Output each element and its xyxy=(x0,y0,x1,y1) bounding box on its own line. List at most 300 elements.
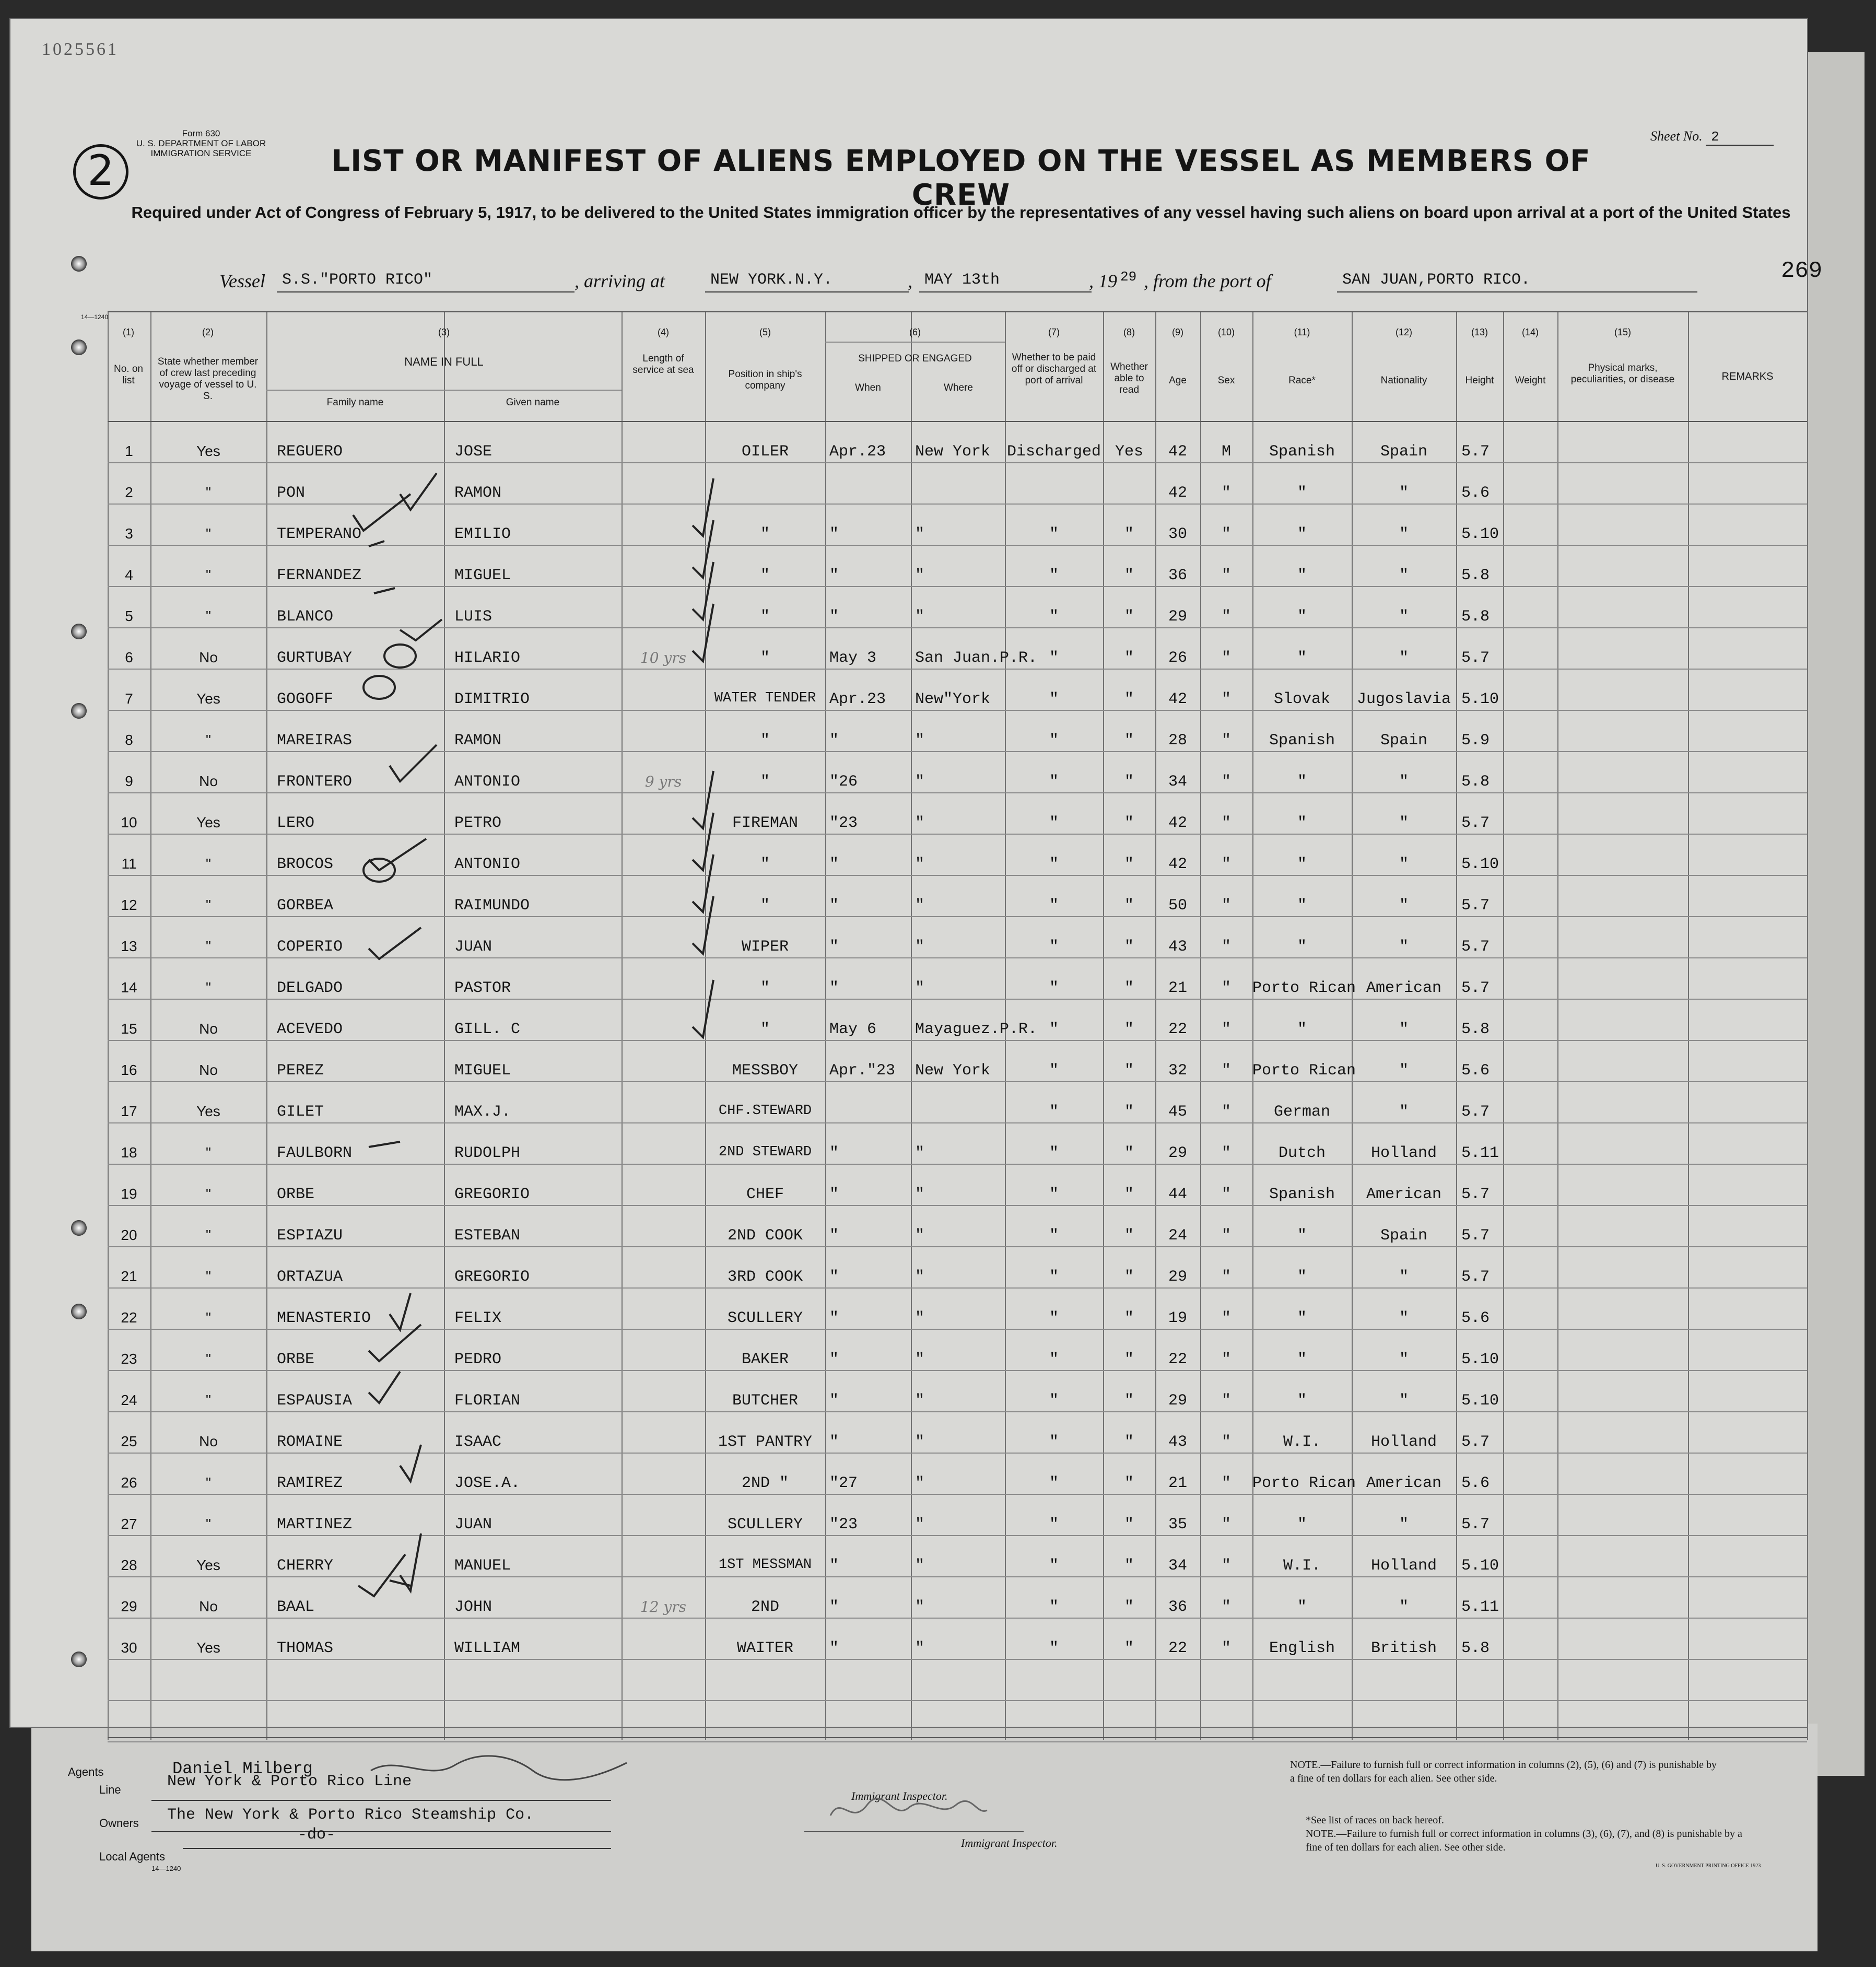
cell-position: " xyxy=(760,773,770,791)
cell-age: 26 xyxy=(1168,649,1187,667)
cell-family: RAMIREZ xyxy=(277,1474,343,1492)
cell-race: English xyxy=(1269,1640,1335,1657)
col-num: (15) xyxy=(1614,327,1631,337)
cell-no: 25 xyxy=(121,1433,137,1449)
cell-given: ESTEBAN xyxy=(454,1227,521,1245)
cell-age: 22 xyxy=(1168,1640,1187,1657)
cell-given: JOHN xyxy=(454,1598,493,1616)
cell-paid: " xyxy=(1049,1474,1059,1492)
cell-state: " xyxy=(206,856,211,872)
cell-given: HILARIO xyxy=(454,649,521,667)
header-when: When xyxy=(855,382,881,393)
cell-paid: " xyxy=(1049,732,1059,750)
cell-sex: " xyxy=(1221,897,1231,915)
cell-age: 24 xyxy=(1168,1227,1187,1245)
under-agents-label: Agents xyxy=(68,1765,104,1778)
line-label: Line xyxy=(99,1783,121,1796)
cell-position: 2ND COOK xyxy=(727,1227,803,1245)
check-mark xyxy=(400,1445,421,1481)
cell-position: " xyxy=(760,525,770,543)
cell-position: FIREMAN xyxy=(732,814,799,832)
cell-nationality: " xyxy=(1399,608,1409,626)
cell-state: " xyxy=(206,608,211,624)
cell-where: " xyxy=(915,567,925,584)
cell-race: W.I. xyxy=(1283,1433,1321,1451)
failure-note: NOTE.—Failure to furnish full or correct information in columns (3), (6), (7), and (8) is punishable by a fine of ten dollars for each alien. See other side. xyxy=(1306,1828,1742,1853)
cell-no: 6 xyxy=(125,649,133,665)
cell-given: PETRO xyxy=(454,814,502,832)
cell-given: PASTOR xyxy=(454,979,511,997)
header-shipped: SHIPPED OR ENGAGED xyxy=(858,353,972,364)
check-mark xyxy=(374,588,395,593)
cell-read: " xyxy=(1124,690,1134,708)
cell-no: 10 xyxy=(121,814,137,830)
cell-given: RUDOLPH xyxy=(454,1144,521,1162)
cell-where: " xyxy=(915,938,925,956)
header-nationality: Nationality xyxy=(1380,375,1427,386)
cell-height: 5.7 xyxy=(1461,814,1490,832)
cell-age: 29 xyxy=(1168,1144,1187,1162)
cell-read: " xyxy=(1124,608,1134,626)
cell-position: " xyxy=(760,732,770,750)
cell-where: " xyxy=(915,897,925,915)
cell-sex: " xyxy=(1221,608,1231,626)
check-mark xyxy=(693,478,713,536)
cell-paid: " xyxy=(1049,1062,1059,1080)
cell-sex: " xyxy=(1221,484,1231,502)
cell-when: Apr.23 xyxy=(829,690,886,708)
from-port: SAN JUAN,PORTO RICO. xyxy=(1337,268,1697,292)
cell-given: LUIS xyxy=(454,608,493,626)
cell-no: 20 xyxy=(121,1227,137,1243)
cell-height: 5.10 xyxy=(1461,1557,1499,1575)
check-mark xyxy=(369,839,426,870)
cell-read: " xyxy=(1124,1062,1134,1080)
cell-race: " xyxy=(1297,1227,1307,1245)
page-title: LIST OR MANIFEST OF ALIENS EMPLOYED ON THE VESSEL AS MEMBERS OF CREW xyxy=(331,144,1591,212)
cell-height: 5.8 xyxy=(1461,608,1490,626)
cell-no: 26 xyxy=(121,1474,137,1491)
cell-family: LERO xyxy=(277,814,315,832)
cell-age: 21 xyxy=(1168,1474,1187,1492)
cell-position: " xyxy=(760,897,770,915)
header-marks: Physical marks, peculiarities, or disease xyxy=(1570,362,1675,385)
cell-given: RAMON xyxy=(454,484,502,502)
cell-race: Slovak xyxy=(1273,690,1331,708)
check-mark xyxy=(369,928,421,959)
cell-family: FAULBORN xyxy=(277,1144,353,1162)
cell-length: 10 yrs xyxy=(640,649,687,666)
cell-height: 5.8 xyxy=(1461,1640,1490,1657)
cell-age: 34 xyxy=(1168,773,1187,791)
cell-race: " xyxy=(1297,856,1307,873)
cell-nationality: Holland xyxy=(1370,1144,1437,1162)
cell-state: No xyxy=(199,773,218,789)
cell-position: BUTCHER xyxy=(732,1392,799,1410)
cell-when: " xyxy=(829,897,839,915)
cell-family: GILET xyxy=(277,1103,324,1121)
cell-family: PON xyxy=(277,484,306,502)
page-number: 269 xyxy=(1781,258,1823,284)
cell-no: 4 xyxy=(125,567,133,583)
cell-given: RAIMUNDO xyxy=(454,897,530,915)
cell-state: Yes xyxy=(196,1103,220,1119)
cell-race: " xyxy=(1297,1392,1307,1410)
cell-no: 5 xyxy=(125,608,133,624)
cell-no: 29 xyxy=(121,1598,137,1614)
cell-age: 36 xyxy=(1168,567,1187,584)
cell-no: 17 xyxy=(121,1103,137,1119)
header-position: Position in ship's company xyxy=(728,369,802,391)
cell-age: 44 xyxy=(1168,1186,1187,1203)
cell-sex: " xyxy=(1221,1021,1231,1038)
cell-sex: " xyxy=(1221,1062,1231,1080)
cell-nationality: American xyxy=(1366,979,1442,997)
under-sheet-edge xyxy=(1807,52,1865,1776)
cell-height: 5.6 xyxy=(1461,1309,1490,1327)
binding-hole xyxy=(71,703,87,719)
header-given: Given name xyxy=(506,397,560,408)
check-mark xyxy=(400,1533,421,1591)
col-num: (11) xyxy=(1294,327,1310,337)
cell-given: MIGUEL xyxy=(454,1062,511,1080)
cell-no: 9 xyxy=(125,773,133,789)
cell-read: " xyxy=(1124,1103,1134,1121)
cell-age: 21 xyxy=(1168,979,1187,997)
cell-given: EMILIO xyxy=(454,525,511,543)
binding-hole xyxy=(71,624,87,639)
cell-paid: " xyxy=(1049,1268,1059,1286)
cell-height: 5.8 xyxy=(1461,567,1490,584)
cell-no: 14 xyxy=(121,979,137,996)
check-mark xyxy=(390,1293,411,1330)
cell-where: San Juan.P.R. xyxy=(915,649,1038,667)
local-agents-label: Local Agents xyxy=(99,1850,165,1863)
cell-height: 5.7 xyxy=(1461,1268,1490,1286)
cell-age: 35 xyxy=(1168,1516,1187,1533)
cell-no: 18 xyxy=(121,1144,137,1161)
cell-paid: " xyxy=(1049,1640,1059,1657)
cell-family: MAREIRAS xyxy=(277,732,353,750)
cell-paid: " xyxy=(1049,1392,1059,1410)
cell-age: 29 xyxy=(1168,1392,1187,1410)
cell-sex: " xyxy=(1221,773,1231,791)
cell-family: FERNANDEZ xyxy=(277,567,362,584)
check-mark xyxy=(390,745,437,781)
cell-nationality: " xyxy=(1399,1598,1409,1616)
cell-position: 2ND STEWARD xyxy=(718,1144,812,1160)
cell-where: Mayaguez.P.R. xyxy=(915,1021,1038,1038)
vessel-label: Vessel xyxy=(219,271,265,291)
cell-nationality: Spain xyxy=(1380,732,1427,750)
line-value: New York & Porto Rico Line xyxy=(167,1773,412,1790)
footer-small-code: 14—1240 xyxy=(151,1865,181,1872)
cell-nationality: " xyxy=(1399,1268,1409,1286)
sheet-number-value: 2 xyxy=(1706,129,1774,146)
vessel-line: Vessel S.S."PORTO RICO" , arriving at NEW YORK.N.Y. , MAY 13th , 19 29 , from the port of SAN JUAN,PORTO RICO. xyxy=(219,268,1703,295)
cell-paid: " xyxy=(1049,938,1059,956)
header-height: Height xyxy=(1465,375,1494,386)
cell-when: " xyxy=(829,1598,839,1616)
cell-read: " xyxy=(1124,567,1134,584)
cell-position: 1ST MESSMAN xyxy=(718,1557,812,1573)
cell-nationality: " xyxy=(1399,773,1409,791)
cell-sex: " xyxy=(1221,567,1231,584)
cell-given: PEDRO xyxy=(454,1351,502,1368)
cell-paid: " xyxy=(1049,1557,1059,1575)
cell-height: 5.8 xyxy=(1461,1021,1490,1038)
cell-nationality: " xyxy=(1399,1103,1409,1121)
cell-where: " xyxy=(915,1351,925,1368)
cell-when: " xyxy=(829,1433,839,1451)
cell-age: 42 xyxy=(1168,856,1187,873)
owners-do: -do- xyxy=(298,1826,336,1844)
cell-height: 5.7 xyxy=(1461,1103,1490,1121)
department: U. S. DEPARTMENT OF LABOR xyxy=(136,138,266,148)
cell-race: " xyxy=(1297,1351,1307,1368)
cell-nationality: Holland xyxy=(1370,1433,1437,1451)
cell-read: " xyxy=(1124,1392,1134,1410)
cell-sex: " xyxy=(1221,1433,1231,1451)
cell-nationality: " xyxy=(1399,1351,1409,1368)
cell-read: " xyxy=(1124,979,1134,997)
cell-race: " xyxy=(1297,814,1307,832)
cell-height: 5.8 xyxy=(1461,773,1490,791)
cell-state: " xyxy=(206,1474,211,1491)
cell-height: 5.10 xyxy=(1461,525,1499,543)
row-rule xyxy=(108,1741,1807,1742)
cell-when: " xyxy=(829,1640,839,1657)
check-mark xyxy=(390,1580,411,1586)
cell-nationality: " xyxy=(1399,1392,1409,1410)
cell-no: 27 xyxy=(121,1516,137,1532)
circle-mark xyxy=(364,676,395,699)
cell-where: " xyxy=(915,1227,925,1245)
cell-state: " xyxy=(206,567,211,583)
cell-sex: M xyxy=(1221,443,1231,461)
cell-height: 5.7 xyxy=(1461,1227,1490,1245)
cell-race: " xyxy=(1297,1598,1307,1616)
cell-family: FRONTERO xyxy=(277,773,353,791)
header-read: Whether able to read xyxy=(1110,361,1148,395)
cell-read: " xyxy=(1124,814,1134,832)
cell-age: 34 xyxy=(1168,1557,1187,1575)
cell-paid: " xyxy=(1049,525,1059,543)
cell-paid: " xyxy=(1049,897,1059,915)
cell-state: " xyxy=(206,1227,211,1243)
handwritten-checkmarks xyxy=(108,311,787,1722)
cell-read: " xyxy=(1124,1186,1134,1203)
cell-no: 23 xyxy=(121,1351,137,1367)
col-num: (2) xyxy=(202,327,214,337)
cell-height: 5.10 xyxy=(1461,1392,1499,1410)
cell-when: Apr.23 xyxy=(829,443,886,461)
cell-given: FELIX xyxy=(454,1309,502,1327)
cell-read: " xyxy=(1124,1227,1134,1245)
check-mark xyxy=(358,1554,405,1596)
cell-position: " xyxy=(760,856,770,873)
column-rule xyxy=(1807,311,1808,1740)
cell-nationality: Spain xyxy=(1380,1227,1427,1245)
cell-read: " xyxy=(1124,773,1134,791)
cell-state: " xyxy=(206,525,211,542)
cell-no: 21 xyxy=(121,1268,137,1284)
cell-sex: " xyxy=(1221,525,1231,543)
cell-no: 8 xyxy=(125,732,133,748)
cell-state: " xyxy=(206,1351,211,1367)
cell-height: 5.7 xyxy=(1461,897,1490,915)
cell-where: " xyxy=(915,1392,925,1410)
vessel-name: S.S."PORTO RICO" xyxy=(277,268,574,292)
cell-given: MAX.J. xyxy=(454,1103,511,1121)
cell-when: May 6 xyxy=(829,1021,877,1038)
cell-when: "26 xyxy=(829,773,858,791)
sheet-number xyxy=(1650,128,1774,146)
cell-nationality: " xyxy=(1399,814,1409,832)
cell-nationality: " xyxy=(1399,938,1409,956)
cell-where: New"York xyxy=(915,690,991,708)
cell-read: " xyxy=(1124,1268,1134,1286)
cell-age: 36 xyxy=(1168,1598,1187,1616)
cell-where: " xyxy=(915,1144,925,1162)
cell-when: May 3 xyxy=(829,649,877,667)
cell-height: 5.7 xyxy=(1461,1433,1490,1451)
sheet-number-label: Sheet No. xyxy=(1650,128,1703,144)
cell-height: 5.10 xyxy=(1461,690,1499,708)
cell-state: No xyxy=(199,649,218,665)
cell-position: " xyxy=(760,979,770,997)
cell-race: Spanish xyxy=(1269,732,1335,750)
cell-given: RAMON xyxy=(454,732,502,750)
cell-sex: " xyxy=(1221,690,1231,708)
cell-state: " xyxy=(206,1392,211,1408)
cell-given: FLORIAN xyxy=(454,1392,521,1410)
cell-sex: " xyxy=(1221,1227,1231,1245)
cell-state: Yes xyxy=(196,814,220,830)
cell-nationality: " xyxy=(1399,567,1409,584)
cell-read: " xyxy=(1124,732,1134,750)
cell-race: Porto Rican xyxy=(1252,1062,1356,1080)
cell-nationality: Holland xyxy=(1370,1557,1437,1575)
binding-hole xyxy=(71,339,87,355)
cell-read: " xyxy=(1124,1598,1134,1616)
cell-no: 12 xyxy=(121,897,137,913)
cell-where: " xyxy=(915,732,925,750)
cell-sex: " xyxy=(1221,649,1231,667)
year: 29 xyxy=(1120,269,1137,285)
cell-where: " xyxy=(915,1268,925,1286)
cell-when: " xyxy=(829,979,839,997)
cell-paid: " xyxy=(1049,1433,1059,1451)
inspector-signature xyxy=(820,1789,998,1831)
footer xyxy=(99,1758,1771,1967)
cell-sex: " xyxy=(1221,1351,1231,1368)
cell-given: JOSE.A. xyxy=(454,1474,521,1492)
cell-race: Porto Rican xyxy=(1252,979,1356,997)
cell-sex: " xyxy=(1221,1144,1231,1162)
cell-when: " xyxy=(829,1309,839,1327)
cell-age: 42 xyxy=(1168,484,1187,502)
cell-paid: " xyxy=(1049,1021,1059,1038)
circle-mark xyxy=(384,645,416,668)
col-num: (14) xyxy=(1521,327,1539,337)
arriving-label: , arriving at xyxy=(574,271,665,291)
cell-family: CHERRY xyxy=(277,1557,334,1575)
cell-age: 29 xyxy=(1168,1268,1187,1286)
cell-state: No xyxy=(199,1433,218,1449)
race-note: *See list of races on back hereof. xyxy=(1306,1814,1444,1826)
cell-position: " xyxy=(760,649,770,667)
cell-paid: " xyxy=(1049,1186,1059,1203)
binding-hole xyxy=(71,1652,87,1667)
cell-race: " xyxy=(1297,484,1307,502)
cell-no: 30 xyxy=(121,1640,137,1656)
cell-read: Yes xyxy=(1115,443,1143,461)
year-prefix: , 19 xyxy=(1089,271,1117,291)
cell-family: ROMAINE xyxy=(277,1433,343,1451)
cell-nationality: American xyxy=(1366,1186,1442,1203)
cell-sex: " xyxy=(1221,1103,1231,1121)
cell-family: ORBE xyxy=(277,1186,315,1203)
cell-height: 5.9 xyxy=(1461,732,1490,750)
cell-race: " xyxy=(1297,525,1307,543)
cell-state: " xyxy=(206,897,211,913)
cell-given: WILLIAM xyxy=(454,1640,521,1657)
cell-race: " xyxy=(1297,567,1307,584)
cell-given: ISAAC xyxy=(454,1433,502,1451)
cell-state: " xyxy=(206,979,211,996)
cell-age: 45 xyxy=(1168,1103,1187,1121)
header-sex: Sex xyxy=(1217,375,1235,386)
header-age: Age xyxy=(1169,375,1187,386)
cell-family: BAAL xyxy=(277,1598,315,1616)
cell-paid: " xyxy=(1049,979,1059,997)
cell-no: 28 xyxy=(121,1557,137,1573)
cell-where: " xyxy=(915,1474,925,1492)
cell-nationality: " xyxy=(1399,1309,1409,1327)
col-num: (10) xyxy=(1217,327,1235,337)
cell-paid: " xyxy=(1049,773,1059,791)
cell-where: " xyxy=(915,814,925,832)
owners-label: Owners xyxy=(99,1817,139,1830)
col-num: (6) xyxy=(909,327,921,337)
cell-race: " xyxy=(1297,773,1307,791)
cell-nationality: " xyxy=(1399,856,1409,873)
form-block xyxy=(131,128,272,158)
cell-age: 30 xyxy=(1168,525,1187,543)
cell-state: " xyxy=(206,1309,211,1326)
cell-family: BROCOS xyxy=(277,856,334,873)
cell-paid: " xyxy=(1049,1227,1059,1245)
cell-state: Yes xyxy=(196,1557,220,1573)
cell-paid: " xyxy=(1049,649,1059,667)
cell-no: 1 xyxy=(125,443,133,459)
cell-family: ORBE xyxy=(277,1351,315,1368)
cell-nationality: " xyxy=(1399,525,1409,543)
header-paid: Whether to be paid off or discharged at port of arrival xyxy=(1011,352,1097,386)
cell-height: 5.10 xyxy=(1461,1351,1499,1368)
cell-given: DIMITRIO xyxy=(454,690,530,708)
service: IMMIGRATION SERVICE xyxy=(150,148,252,158)
cell-age: 43 xyxy=(1168,938,1187,956)
cell-length: 9 yrs xyxy=(644,773,682,790)
cell-read: " xyxy=(1124,1557,1134,1575)
cell-no: 7 xyxy=(125,690,133,707)
cell-read: " xyxy=(1124,1351,1134,1368)
col-num: (8) xyxy=(1123,327,1135,337)
cell-family: ESPIAZU xyxy=(277,1227,343,1245)
cell-read: " xyxy=(1124,856,1134,873)
